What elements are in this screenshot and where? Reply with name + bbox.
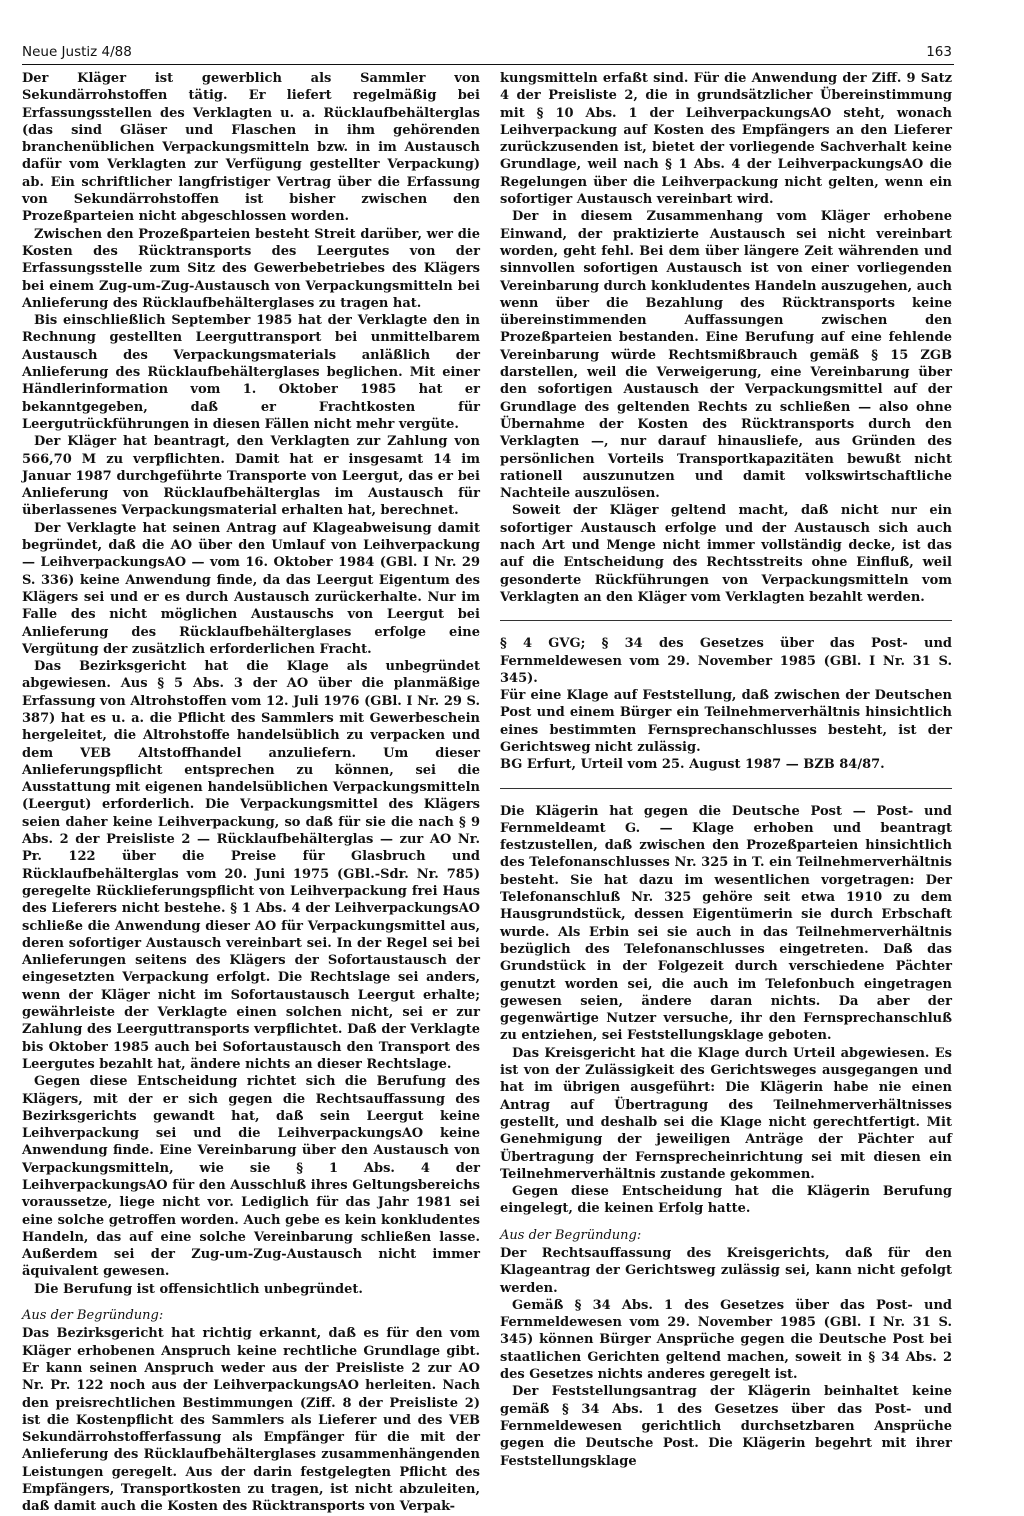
page-number: 163: [926, 44, 952, 60]
paragraph: Der Verklagte hat seinen Antrag auf Klageabweisung damit begründet, daß die AO über den Umlauf von Leihverpackung — LeihverpackungsAO — vom 16. Oktober 1984 (GBl. I Nr. 29 S. 336) keine Anwendung finde, da das Leergut Eigentum des Klägers sei und er es durch Austausch zurückerhalte. Nur im Falle des nicht möglichen Austauschs von Leergut bei Anlieferung des Rücklaufbehälterglases erfolge eine Vergütung der zusätzlich erforderlichen Fracht.: [22, 520, 480, 657]
paragraph: Der Rechtsauffassung des Kreisgerichts, daß für den Klageantrag der Gerichtsweg zulässig sei, kann nicht gefolgt werden.: [500, 1246, 952, 1296]
paragraph: Der in diesem Zusammenhang vom Kläger erhobene Einwand, der praktizierte Austausch sei nicht vereinbart worden, geht fehl. Bei dem über längere Zeit währenden und sinnvollen sofortigen Austausch ist von einer vorliegenden Vereinbarung durch konkludentes Handeln auszugehen, auch wenn über die Bezahlung des Rücktransports keine übereinstimmenden Auffassungen zwischen den Prozeßparteien bestanden. Eine Berufung auf eine fehlende Vereinbarung würde Rechtsmißbrauch gemäß § 15 ZGB darstellen, weil die Verweigerung, eine Vereinbarung über den sofortigen Austausch der Verpackungsmittel auf der Grundlage des geltenden Rechts zu schließen — also ohne Übernahme der Kosten des Rücktransports durch den Verklagten —, nur darauf hinausliefe, aus Gründen des persönlichen Vorteils Transportkapazitäten bewußt nicht rationell auszunutzen und damit volkswirtschaftliche Nachteile auszulösen.: [500, 209, 952, 502]
paragraph: Gegen diese Entscheidung richtet sich die Berufung des Klägers, mit der er sich gegen die Rechtsauffassung des Bezirksgerichts gewandt hat, daß sein Leergut keine Leihverpackung sei und die LeihverpackungsAO keine Anwendung finde. Eine Vereinbarung über den Austausch von Verpackungsmitteln, wie sie § 1 Abs. 4 der LeihverpackungsAO für den Ausschluß ihres Geltungsbereichs voraussetze, liege nicht vor. Lediglich für das Jahr 1981 sei eine solche getroffen worden. Auch gebe es kein konkludentes Handeln, das auf eine solche Vereinbarung schließen lasse. Außerdem sei der Zug-um-Zug-Austausch nicht immer äquivalent gewesen.: [22, 1074, 480, 1280]
headnote: BG Erfurt, Urteil vom 25. August 1987 — BZB 84/87.: [500, 757, 885, 773]
header-rule: [22, 64, 954, 65]
headnote: Für eine Klage auf Feststellung, daß zwischen der Deutschen Post und einem Bürger ein Teilnehmerverhältnis hinsichtlich eines bestimmten Fernsprechanschlusses besteht, ist der Gerichtsweg nicht zulässig.: [500, 688, 952, 755]
page-header: [22, 44, 952, 64]
paragraph: Der Kläger hat beantragt, den Verklagten zur Zahlung von 566,70 M zu verpflichten. Damit hat er insgesamt 14 im Januar 1987 durchgeführte Transporte von Leergut, das er bei Anlieferung von Rücklaufbehälterglas im Austausch für überlassenes Verpackungsmaterial erhalten hat, berechnet.: [22, 434, 480, 519]
headnote: § 4 GVG; § 34 des Gesetzes über das Post- und Fernmeldewesen vom 29. November 1985 (GBl. I Nr. 31 S. 345).: [500, 636, 952, 686]
paragraph: Gegen diese Entscheidung hat die Klägerin Berufung eingelegt, die keinen Erfolg hatte.: [500, 1184, 952, 1217]
section-divider: [500, 788, 952, 789]
paragraph: Die Berufung ist offensichtlich unbegründet.: [34, 1281, 363, 1297]
paragraph: Das Kreisgericht hat die Klage durch Urteil abgewiesen. Es ist von der Zulässigkeit des Gerichtsweges ausgegangen und hat im übrigen ausgeführt: Die Klägerin habe nie einen Antrag auf Übertragung des Teilnehmerverhältnisses gestellt, und deshalb sei die Klage nicht gerechtfertigt. Mit Genehmigung der jeweiligen Anträge der Pächter auf Übertragung der Fernsprecheinrichtung sei mit diesen ein Teilnehmerverhältnis zustande gekommen.: [500, 1045, 952, 1182]
paragraph: Der Kläger ist gewerblich als Sammler von Sekundärrohstoffen tätig. Er liefert regelmäßig bei Erfassungsstellen des Verklagten u. a. Rücklaufbehälterglas (das sind Gläser und Flaschen in ihm gehörenden branchenüblichen Verpackungsmitteln bzw. in im Austausch dafür vom Verklagten zur Verfügung gestellter Verpackung) ab. Ein schriftlicher langfristiger Vertrag über die Erfassung von Sekundärrohstoffen ist bisher zwischen den Prozeßparteien nicht abgeschlossen worden.: [22, 71, 480, 225]
paragraph: kungsmitteln erfaßt sind. Für die Anwendung der Ziff. 9 Satz 4 der Preisliste 2, die in grundsätzlicher Übereinstimmung mit § 10 Abs. 1 der LeihverpackungsAO steht, wonach Leihverpackung auf Kosten des Empfängers an den Lieferer zurückzusenden ist, bietet der vorliegende Sachverhalt keine Grundlage, weil nach § 1 Abs. 4 der LeihverpackungsAO die Regelungen über die Leihverpackung nicht gelten, wenn ein sofortiger Austausch vereinbart wird.: [500, 71, 952, 208]
subheading: Aus der Begründung:: [22, 1308, 164, 1324]
paragraph: Der Feststellungsantrag der Klägerin beinhaltet keine gemäß § 34 Abs. 1 des Gesetzes über das Post- und Fernmeldewesen gerichtlich durchsetzbaren Ansprüche gegen die Deutsche Post. Die Klägerin begehrt mit ihrer Feststellungsklage: [500, 1384, 952, 1469]
journal-title: Neue Justiz 4/88: [22, 44, 132, 60]
paragraph: Das Bezirksgericht hat richtig erkannt, daß es für den vom Kläger erhobenen Anspruch keine rechtliche Grundlage gibt. Er kann seinen Anspruch weder aus der Preisliste 2 zur AO Nr. Pr. 122 noch aus der LeihverpackungsAO herleiten. Nach den preisrechtlichen Bestimmungen (Ziff. 8 der Preisliste 2) ist die Kostenpflicht des Sammlers als Lieferer und des VEB Sekundärrohstofferfassung als Empfänger für die mit der Anlieferung des Rücklaufbehälterglases zusammenhängenden Leistungen geregelt. Aus der darin festgelegten Pflicht des Empfängers, Transportkosten zu tragen, ist nicht abzuleiten, daß damit auch die Kosten des Rücktransports von Verpak-: [22, 1326, 480, 1515]
paragraph: Die Klägerin hat gegen die Deutsche Post — Post- und Fernmeldeamt G. — Klage erhoben und beantragt festzustellen, daß zwischen den Prozeßparteien hinsichtlich des Telefonanschlusses Nr. 325 in T. ein Teilnehmerverhältnis besteht. Sie hat dazu im wesentlichen vorgetragen: Der Telefonanschluß Nr. 325 gehöre seit etwa 1910 zu dem Hausgrundstück, dessen Eigentümerin sie durch Erbschaft wurde. Als Erbin sei sie auch in das Teilnehmerverhältnis bezüglich des Telefonanschlusses eingetreten. Daß das Grundstück in der Folgezeit durch verschiedene Pächter genutzt worden sei, die auch im Telefonbuch eingetragen gewesen seien, ändere daran nichts. Da aber der gegenwärtige Nutzer versuche, ihr den Fernsprechanschluß zu entziehen, sei Feststellungsklage geboten.: [500, 803, 952, 1044]
section-divider: [500, 620, 952, 621]
paragraph: Das Bezirksgericht hat die Klage als unbegründet abgewiesen. Aus § 5 Abs. 3 der AO über die planmäßige Erfassung von Altrohstoffen vom 12. Juli 1976 (GBl. I Nr. 29 S. 387) hat es u. a. die Pflicht des Sammlers mit Gewerbeschein hergeleitet, die Altrohstoffe handelsüblich zu verpacken und dem VEB Altstoffhandel anzuliefern. Um dieser Anlieferungspflicht entsprechen zu können, sei die Ausstattung mit eigenen handelsüblichen Verpackungsmitteln (Leergut) erforderlich. Die Verpackungsmittel des Klägers seien daher keine Leihverpackung, so daß für sie die nach § 9 Abs. 2 der Preisliste 2 — Rücklaufbehälterglas — zur AO Nr. Pr. 122 über die Preise für Glasbruch und Rücklaufbehälterglas vom 20. Juni 1975 (GBl.-Sdr. Nr. 785) geregelte Rücklieferungspflicht von Leihverpackung frei Haus des Lieferers nicht bestehe. § 1 Abs. 4 der LeihverpackungsAO schließe die Anwendung dieser AO für Verpackungsmittel aus, deren sofortiger Austausch vereinbart sei. In der Regel sei bei Anlieferungen seitens des Klägers der Sofortaustausch der eingesetzten Verpackung erfolgt. Die Rechtslage sei anders, wenn der Kläger nicht im Sofortaustausch Leergut erhalte; gewährleiste der Verklagte einen solchen nicht, sei er zur Zahlung des Leerguttransports verpflichtet. Daß der Verklagte bis Oktober 1985 auch bei Sofortaustausch den Transport des Leergutes bezahlt hat, ändere nichts an dieser Rechtslage.: [22, 659, 480, 1072]
paragraph: Gemäß § 34 Abs. 1 des Gesetzes über das Post- und Fernmeldewesen vom 29. November 1985 (GBl. I Nr. 31 S. 345) können Bürger Ansprüche gegen die Deutsche Post bei staatlichen Gerichten geltend machen, soweit in § 34 Abs. 2 des Gesetzes nichts anderes geregelt ist.: [500, 1297, 952, 1383]
paragraph: Bis einschließlich September 1985 hat der Verklagte den in Rechnung gestellten Leerguttransport bei unmittelbarem Austausch des Verpackungsmaterials anläßlich der Anlieferung des Rücklaufbehälterglases beglichen. Mit einer Händlerinformation vom 1. Oktober 1985 hat er bekanntgegeben, daß er Frachtkosten für Leergutrückführungen in diesen Fällen nicht mehr vergüte.: [22, 313, 480, 432]
paragraph: Zwischen den Prozeßparteien besteht Streit darüber, wer die Kosten des Rücktransports des Leergutes von der Erfassungsstelle zum Sitz des Gewerbebetriebes des Klägers bei einem Zug-um-Zug-Austausch von Verpackungsmitteln bei Anlieferung des Rücklaufbehälterglases zu tragen hat.: [22, 226, 480, 311]
left-column: [22, 70, 480, 1516]
paragraph: Soweit der Kläger geltend macht, daß nicht nur ein sofortiger Austausch erfolge und der Austausch sich auch nach Art und Menge nicht immer vollständig decke, ist das auf die Entscheidung des Rechtsstreits ohne Einfluß, weil gesonderte Rückführungen von Verpackungsmitteln vom Verklagten an den Kläger vom Verklagten bezahlt werden.: [500, 503, 952, 605]
right-column: [500, 70, 952, 1470]
subheading: Aus der Begründung:: [500, 1227, 642, 1243]
